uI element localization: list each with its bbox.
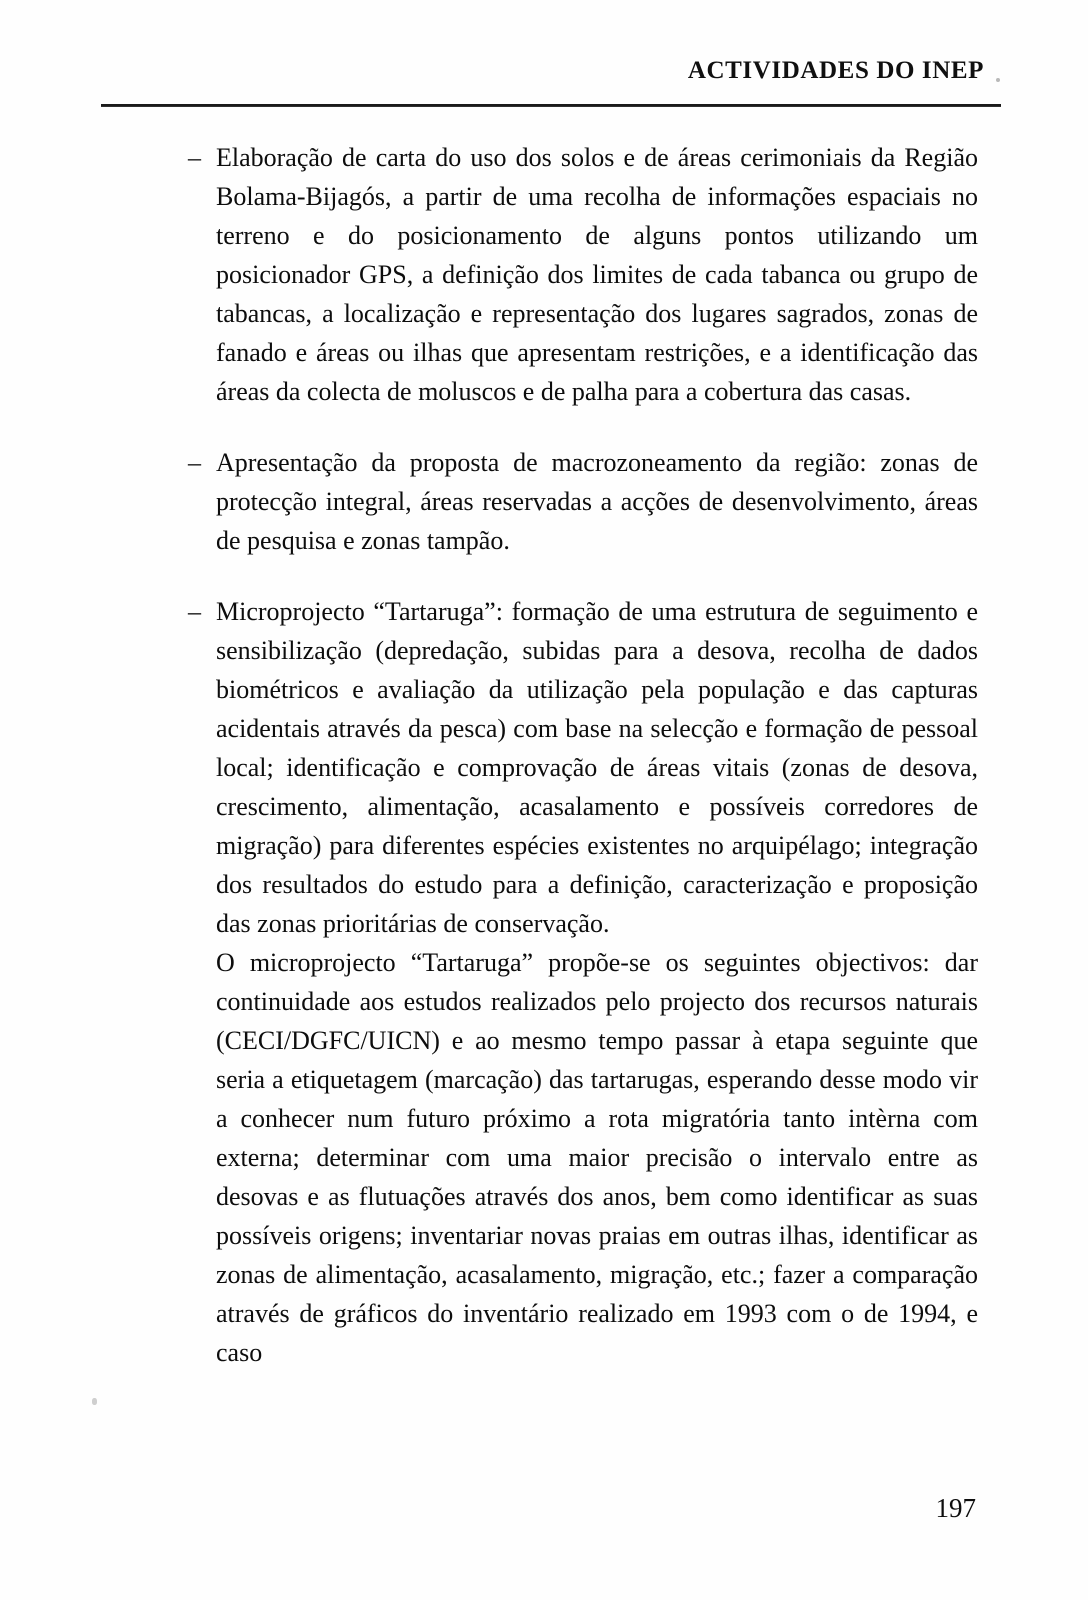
running-head [100, 56, 1000, 90]
list-item [188, 592, 978, 1372]
page-number: 197 [935, 1493, 976, 1523]
body-text [188, 138, 978, 1372]
bullet-dash-icon: – [188, 448, 201, 477]
paragraph: O microprojecto “Tartaruga” propõe-se os seguintes objectivos: dar continuidade aos estudos realizados pelo projecto dos recursos naturais (CECI/DGFC/UICN) e ao mesmo tempo passar à etapa seguinte que seria a etiquetagem (marcação) das tartarugas, esperando desse modo vir a conhecer num futuro próximo a rota migratória tanto intèrna com externa; determinar com uma maior precisão o intervalo entre as desovas e as flutuações através dos anos, bem como identificar as suas possíveis origens; inventariar novas praias em outras ilhas, identificar as zonas de alimentação, acasalamento, migração, etc.; fazer a comparação através de gráficos do inventário realizado em 1993 com o de 1994, e caso [216, 948, 978, 1367]
list-item [188, 443, 978, 560]
header-divider [101, 104, 1001, 107]
scan-speck-icon [996, 78, 1000, 82]
scan-speck-icon [92, 1398, 97, 1405]
paragraph: Elaboração de carta do uso dos solos e de áreas cerimoniais da Região Bolama-Bijagós, a partir de uma recolha de informações espaciais no terreno e do posicionamento de alguns pontos utilizando um posicionador GPS, a definição dos limites de cada tabanca ou grupo de tabancas, a localização e representação dos lugares sagrados, zonas de fanado e áreas ou ilhas que apresentam restrições, e a identificação das áreas da colecta de moluscos e de palha para a cobertura das casas. [216, 143, 978, 406]
paragraph: Apresentação da proposta de macrozoneamento da região: zonas de protecção integral, áreas reservadas a acções de desenvolvimento, áreas de pesquisa e zonas tampão. [216, 448, 978, 555]
page-title: ACTIVIDADES DO INEP [687, 57, 984, 84]
bullet-dash-icon: – [188, 143, 201, 172]
list-item [188, 138, 978, 411]
paragraph: Microprojecto “Tartaruga”: formação de uma estrutura de seguimento e sensibilização (depredação, subidas para a desova, recolha de dados biométricos e avaliação da utilização pela população e das capturas acidentais através da pesca) com base na selecção e formação de pessoal local; identificação e comprovação de áreas vitais (zonas de desova, crescimento, alimentação, acasalamento e possíveis corredores de migração) para diferentes espécies existentes no arquipélago; integração dos resultados do estudo para a definição, caracterização e proposição das zonas prioritárias de conservação. [216, 597, 978, 938]
bullet-dash-icon: – [188, 597, 201, 626]
